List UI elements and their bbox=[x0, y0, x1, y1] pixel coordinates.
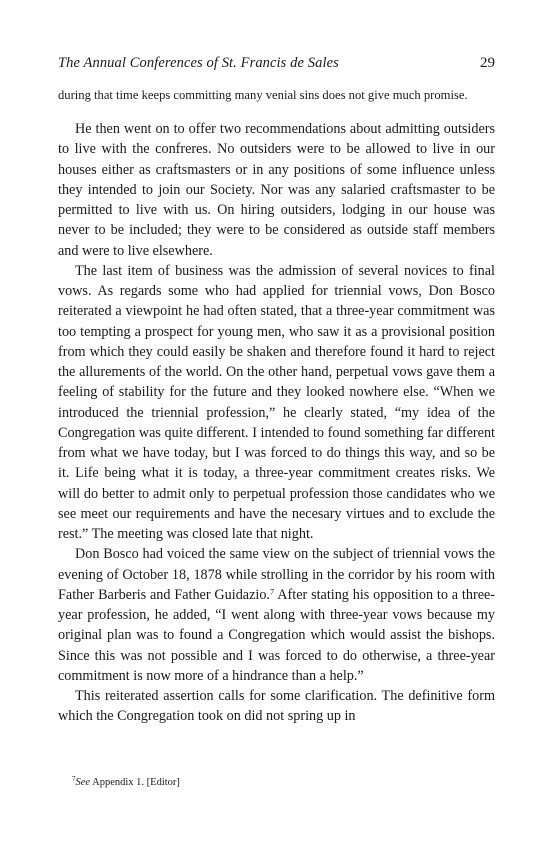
book-page bbox=[58, 55, 495, 727]
paragraph-final-vows: The last item of business was the admission of several novices to final vows. As regards some who had applied for triennial vows, Don Bosco reiterated a viewpoint he had often stated, that a three-year commitment was too tempting a prospect for young men, who saw it as a provisional position from which they could easily be shaken and therefore found it hard to reject the allurements of the world. On the other hand, perpetual vows gave them a feeling of stability for the future and they looked nowhere else. “When we introduced the triennial profession,” he clearly stated, “my idea of the Congregation was quite different. I intended to found something far different from what we have today, but I was forced to do things this way, and so be it. Life being what it is today, a three-year commitment creates risks. We will do better to admit only to perpetual profession those candidates who we see meet our requirements and have the necesary virtues and to exclude the rest.” The meeting was closed late that night. bbox=[58, 262, 495, 542]
footnote-text: Appendix 1. [Editor] bbox=[90, 777, 180, 788]
footnote-see: See bbox=[75, 777, 91, 788]
paragraph-outsiders: He then went on to offer two recommendations about admitting outsiders to live with the confreres. No outsiders were to be allowed to live in our houses either as craftsmasters or in any positions of some influence unless they intended to join our Society. Nor was any salaried craftsmaster to be permitted to live with us. On hiring outsiders, lodging in our house was never to be included; they were to be considered as outside staff members and were to live elsewhere. bbox=[58, 121, 495, 259]
footnote-marker: 7 bbox=[72, 775, 76, 784]
running-title: The Annual Conferences of St. Francis de Sales bbox=[58, 55, 339, 71]
running-header bbox=[58, 55, 495, 72]
paragraph-text-before-note: Don Bosco had voiced the same view on the subject of triennial vows the evening of October 18, 1878 while strolling in the corridor by his room with Father Barberis and Father Guidazio. bbox=[58, 546, 495, 603]
footnote bbox=[72, 777, 180, 788]
paragraph-text-after-note: After stating his opposition to a three-year profession, he added, “I went along with three-year vows because my original plan was to found a Congregation which would assist the bishops. Since this was not possible and I was forced to do otherwise, a three-year commitment is now more of a hindrance than a help.” bbox=[58, 586, 496, 684]
footnote-reference: 7 bbox=[269, 586, 275, 597]
paragraph-clarification: This reiterated assertion calls for some clarification. The definitive form which the Congregation took on did not spring up in bbox=[58, 688, 495, 725]
paragraph-continued: during that time keeps committing many venial sins does not give much promise. bbox=[58, 88, 468, 102]
page-number: 29 bbox=[480, 55, 495, 71]
body-text bbox=[58, 86, 495, 727]
paragraph-triennial-vows bbox=[58, 544, 495, 686]
